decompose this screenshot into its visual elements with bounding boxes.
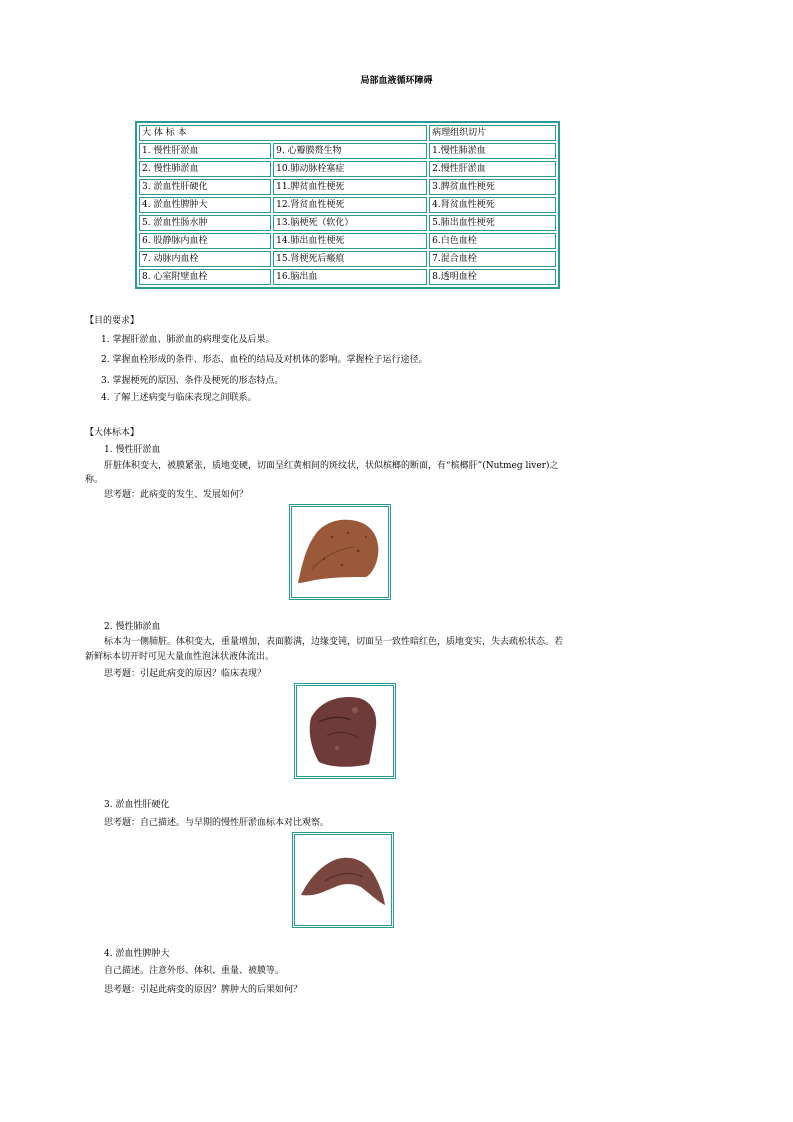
table-cell: 7.混合血栓 (429, 251, 556, 267)
table-cell: 8.透明血栓 (429, 269, 556, 285)
table-cell: 6. 股静脉内血栓 (139, 233, 271, 249)
table-cell: 5.肺出血性梗死 (429, 215, 556, 231)
table-cell: 2.慢性肝淤血 (429, 161, 556, 177)
specimen-2-title: 2. 慢性肺淤血 (104, 622, 161, 632)
table-cell: 1. 慢性肝淤血 (139, 143, 271, 159)
table-cell: 4.肾贫血性梗死 (429, 197, 556, 213)
table-cell: 2. 慢性肺淤血 (139, 161, 271, 177)
specimen-3-title: 3. 淤血性肝硬化 (104, 800, 170, 810)
table-cell: 10.肺动脉栓塞症 (273, 161, 427, 177)
table-cell: 4. 淤血性脾肿大 (139, 197, 271, 213)
table-cell: 3. 淤血性肝硬化 (139, 179, 271, 195)
table-cell: 11.脾贫血性梗死 (273, 179, 427, 195)
specimen-4-title: 4. 淤血性脾肿大 (104, 949, 170, 959)
table-cell: 8. 心室附壁血栓 (139, 269, 271, 285)
table-cell: 12.肾贫血性梗死 (273, 197, 427, 213)
specimen-1-title: 1. 慢性肝淤血 (104, 445, 161, 455)
lung-specimen-image (297, 686, 393, 776)
specimen-1-desc: 肝脏体积变大，被膜紧张，质地变硬，切面呈红黄相间的斑纹状，状似槟榔的断面，有“槟榔肝”(Nutmeg liver)之 (104, 461, 559, 471)
objective-item: 4. 了解上述病变与临床表现之间联系。 (101, 393, 257, 403)
specimen-3-question: 思考题：自己描述。与早期的慢性肝淤血标本对比观察。 (104, 818, 330, 828)
table-cell: 14.肺出血性梗死 (273, 233, 427, 249)
table-row (139, 197, 556, 213)
objectives-heading: 【目的要求】 (85, 316, 140, 326)
specimen-2-question: 思考题：引起此病变的原因？临床表现？ (104, 669, 267, 679)
liver-specimen-image (292, 507, 388, 597)
gross-heading: 【大体标本】 (85, 428, 140, 438)
table-row (139, 251, 556, 267)
header-slides: 病理组织切片 (429, 125, 556, 141)
objective-item: 2. 掌握血栓形成的条件、形态、血栓的结局及对机体的影响。掌握栓子运行途径。 (101, 355, 428, 365)
table-cell: 6.白色血栓 (429, 233, 556, 249)
table-row (139, 179, 556, 195)
specimen-2-photo (294, 683, 396, 779)
table-cell: 5. 淤血性肠水肿 (139, 215, 271, 231)
header-gross: 大 体 标 本 (139, 125, 427, 141)
objective-item: 1. 掌握肝淤血、肺淤血的病理变化及后果。 (101, 335, 275, 345)
specimen-1-desc-cont: 称。 (85, 475, 104, 485)
table-cell: 13.脑梗死（软化） (273, 215, 427, 231)
specimen-table (135, 121, 560, 289)
specimen-1-question: 思考题：此病变的发生、发展如何？ (104, 490, 249, 500)
table-cell: 16.脑出血 (273, 269, 427, 285)
table-row (139, 161, 556, 177)
table-cell: 7. 动脉内血栓 (139, 251, 271, 267)
specimen-4-question: 思考题：引起此病变的原因？脾肿大的后果如何？ (104, 985, 303, 995)
specimen-2-desc: 标本为一侧肺脏。体积变大，重量增加，表面膨满，边缘变钝，切面呈一致性暗红色，质地变实，失去疏松状态。若 (104, 637, 564, 647)
page-title: 局部血液循环障碍 (360, 76, 433, 86)
specimen-4-desc: 自己描述。注意外形、体积、重量、被膜等。 (104, 966, 285, 976)
table-row (139, 143, 556, 159)
specimen-1-photo (289, 504, 391, 600)
table-row (139, 269, 556, 285)
table-header-row (139, 125, 556, 141)
specimen-2-desc-cont: 新鲜标本切开时可见大量血性泡沫状液体流出。 (85, 652, 275, 662)
objective-item: 3. 掌握梗死的原因、条件及梗死的形态特点。 (101, 376, 284, 386)
specimen-3-photo (292, 832, 394, 928)
table-row (139, 215, 556, 231)
table-cell: 3.脾贫血性梗死 (429, 179, 556, 195)
table-cell: 9. 心瓣膜赘生物 (273, 143, 427, 159)
cirrhosis-specimen-image (295, 835, 391, 925)
table-cell: 15.肾梗死后瘢痕 (273, 251, 427, 267)
table-row (139, 233, 556, 249)
table-cell: 1.慢性肺淤血 (429, 143, 556, 159)
